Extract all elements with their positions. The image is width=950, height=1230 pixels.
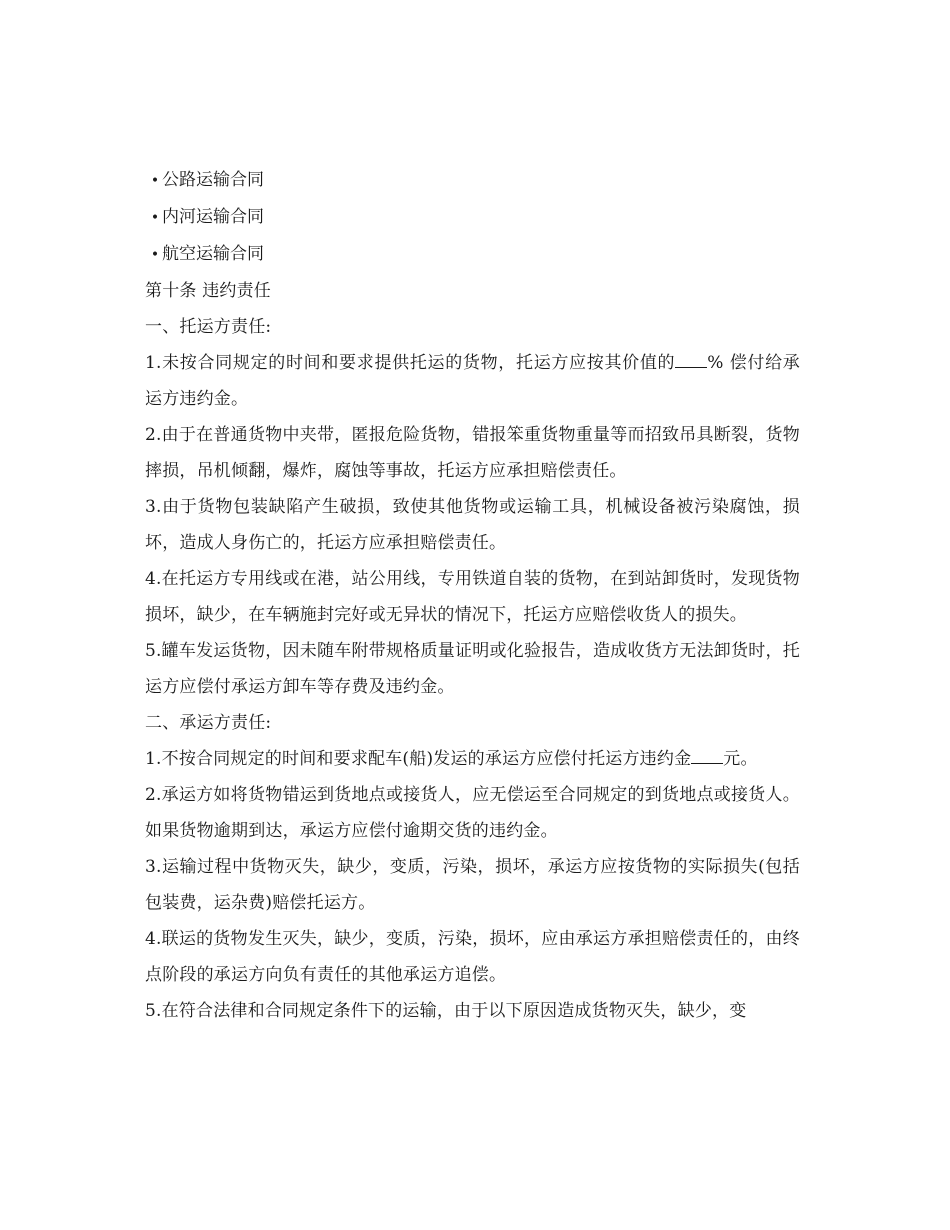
clause-text-before-blank: 1.未按合同规定的时间和要求提供托运的货物，托运方应按其价值的 <box>145 353 676 373</box>
shipper-clause-2: 2.由于在普通货物中夹带，匿报危险货物，错报笨重货物重量等而招致吊具断裂，货物摔损，吊机倾翻，爆炸，腐蚀等事故，托运方应承担赔偿责任。 <box>145 425 800 481</box>
carrier-clause-2: 2.承运方如将货物错运到货地点或接货人，应无偿运至合同规定的到货地点或接货人。如果货物逾期到达，承运方应偿付逾期交货的违约金。 <box>145 785 800 841</box>
shipper-clause-5: 5.罐车发运货物，因未随车附带规格质量证明或化验报告，造成收货方无法卸货时，托运方应偿付承运方卸车等存费及违约金。 <box>145 641 800 697</box>
bullet-item-road-transport <box>148 162 800 199</box>
bullet-dot-icon: • <box>150 210 160 226</box>
section-heading-shipper: 一、托运方责任: <box>145 317 272 337</box>
shipper-clause-3: 3.由于货物包装缺陷产生破损，致使其他货物或运输工具，机械设备被污染腐蚀，损坏，造成人身伤亡的，托运方应承担赔偿责任。 <box>145 497 800 553</box>
bullet-label: 公路运输合同 <box>162 170 264 190</box>
document-page <box>145 162 800 1029</box>
bullet-dot-icon: • <box>150 247 160 263</box>
bullet-label: 航空运输合同 <box>162 244 264 264</box>
bullet-dot-icon: • <box>150 173 160 189</box>
bullet-item-river-transport <box>148 199 800 236</box>
carrier-clause-5: 5.在符合法律和合同规定条件下的运输，由于以下原因造成货物灭失，缺少，变 <box>145 1001 747 1021</box>
bullet-item-air-transport <box>148 236 800 273</box>
fill-in-blank <box>675 351 707 368</box>
fill-in-blank <box>691 747 723 764</box>
clause-text-after-blank: % 偿付给承运方违约金。 <box>145 353 801 409</box>
carrier-clause-4: 4.联运的货物发生灭失，缺少，变质，污染，损坏，应由承运方承担赔偿责任的，由终点阶段的承运方向负有责任的其他承运方追偿。 <box>145 929 800 985</box>
carrier-clause-3: 3.运输过程中货物灭失，缺少，变质，污染，损坏，承运方应按货物的实际损失(包括包装费，运杂费)赔偿托运方。 <box>145 857 800 913</box>
section-heading-carrier: 二、承运方责任: <box>145 713 272 733</box>
clause-text-after-blank: 元。 <box>723 749 758 769</box>
clause-text-before-blank: 1.不按合同规定的时间和要求配车(船)发运的承运方应偿付托运方违约金 <box>145 749 692 769</box>
bullet-label: 内河运输合同 <box>162 207 264 227</box>
article-title: 第十条 违约责任 <box>145 281 272 301</box>
shipper-clause-1 <box>145 345 800 417</box>
carrier-clause-1 <box>145 741 800 777</box>
shipper-clause-4: 4.在托运方专用线或在港，站公用线，专用铁道自装的货物，在到站卸货时，发现货物损坏，缺少，在车辆施封完好或无异状的情况下，托运方应赔偿收货人的损失。 <box>145 569 800 625</box>
